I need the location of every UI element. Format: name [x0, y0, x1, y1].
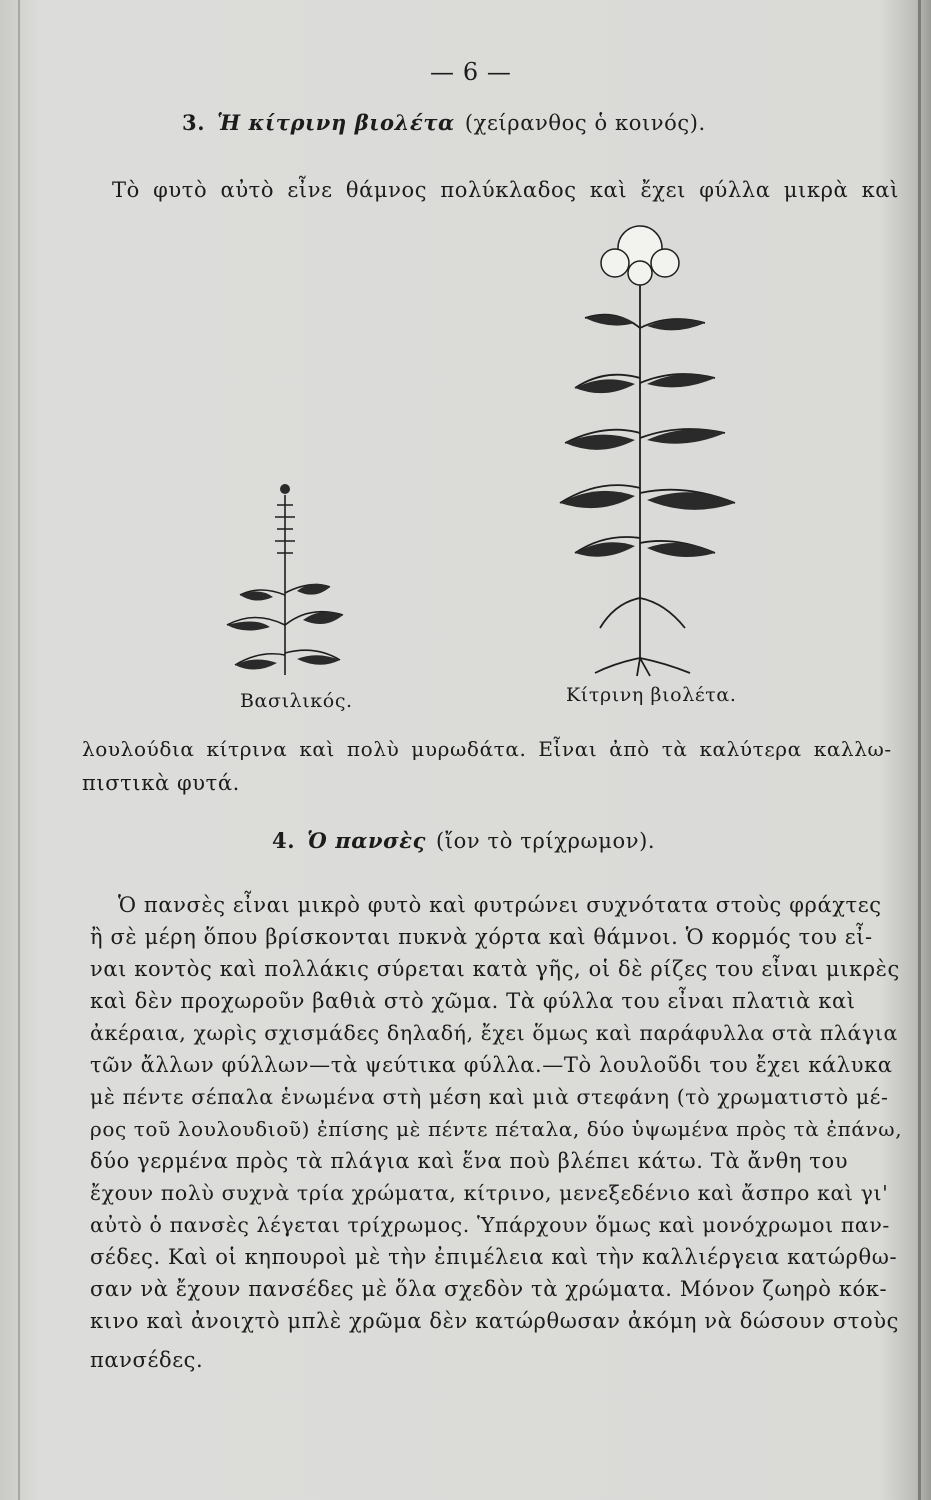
- paragraph-line: καὶ δὲν προχωροῦν βαθιὰ στὸ χῶμα. Τὰ φύλλα του εἶναι πλατιὰ καὶ: [90, 989, 856, 1013]
- paragraph-line: ἔχουν πολὺ συχνὰ τρία χρώματα, κίτρινο, μενεξεδένιο καὶ ἄσπρο καὶ γι': [90, 1181, 889, 1205]
- paragraph-line: ἢ σὲ μέρη ὅπου βρίσκονται πυκνὰ χόρτα καὶ θάμνοι. Ὁ κορμός του εἶ-: [90, 925, 873, 949]
- paragraph-line: κινο καὶ ἀνοιχτὸ μπλὲ χρῶμα δὲν κατώρθωσαν ἀκόμη νὰ δώσουν στοὺς: [90, 1309, 899, 1333]
- paragraph-line: σέδες. Καὶ οἱ κηπουροὶ μὲ τὴν ἐπιμέλεια καὶ τὴν καλλιέργεια κατώρθω-: [90, 1245, 898, 1269]
- paragraph-line: ναι κοντὸς καὶ πολλάκις σύρεται κατὰ γῆς, οἱ δὲ ρίζες του εἶναι μικρὲς: [90, 957, 900, 981]
- section-latin-name: (ἴον τὸ τρίχρωμον).: [436, 829, 656, 853]
- section-title: Ὁ πανσὲς: [307, 828, 426, 853]
- page-edge: [918, 0, 921, 1500]
- paragraph-line: μὲ πέντε σέπαλα ἑνωμένα στὴ μέση καὶ μιὰ στεφάνη (τὸ χρωματιστὸ μέ-: [90, 1085, 889, 1109]
- section-title: Ἡ κίτρινη βιολέτα: [217, 110, 455, 135]
- page-number: — 6 —: [430, 58, 512, 86]
- section-number: 4.: [272, 828, 296, 853]
- section-3-heading: [182, 110, 706, 135]
- paragraph-line: Ὁ πανσὲς εἶναι μικρὸ φυτὸ καὶ φυτρώνει συχνότατα στοὺς φράχτες: [118, 893, 882, 917]
- continuation-line: πιστικὰ φυτά.: [82, 771, 240, 795]
- paragraph-line: αὐτὸ ὁ πανσὲς λέγεται τρίχρωμος. Ὑπάρχουν ὅμως καὶ μονόχρωμοι παν-: [90, 1213, 890, 1237]
- wallflower-illustration: [545, 218, 745, 678]
- intro-paragraph-line: Τὸ φυτὸ αὐτὸ εἶνε θάμνος πολύκλαδος καὶ ἔχει φύλλα μικρὰ καὶ: [112, 178, 899, 202]
- paragraph-line: σαν νὰ ἔχουν πανσέδες μὲ ὅλα σχεδὸν τὰ χρώματα. Μόνον ζωηρὸ κόκ-: [90, 1277, 888, 1301]
- binding-gutter: [18, 0, 20, 1500]
- paragraph-line: ἀκέραια, χωρὶς σχισμάδες δηλαδή, ἔχει ὅμως καὶ παράφυλλα στὰ πλάγια: [90, 1021, 898, 1045]
- section-4-heading: [272, 828, 655, 853]
- basil-illustration: [215, 475, 355, 680]
- wallflower-caption: Κίτρινη βιολέτα.: [566, 684, 737, 706]
- paragraph-line: δύο γερμένα πρὸς τὰ πλάγια καὶ ἕνα ποὺ βλέπει κάτω. Τὰ ἄνθη του: [90, 1149, 849, 1173]
- basil-caption: Βασιλικός.: [240, 690, 353, 712]
- paragraph-line: ρος τοῦ λουλουδιοῦ) ἐπίσης μὲ πέντε πέταλα, δύο ὑψωμένα πρὸς τὰ ἐπάνω,: [90, 1117, 903, 1141]
- continuation-line: λουλούδια κίτρινα καὶ πολὺ μυρωδάτα. Εἶναι ἀπὸ τὰ καλύτερα καλλω-: [82, 737, 892, 761]
- paragraph-line: τῶν ἄλλων φύλλων—τὰ ψεύτικα φύλλα.—Τὸ λουλοῦδι του ἔχει κάλυκα: [90, 1053, 893, 1077]
- section-number: 3.: [182, 110, 206, 135]
- paragraph-line: πανσέδες.: [90, 1348, 204, 1372]
- section-latin-name: (χείρανθος ὁ κοινός).: [464, 111, 706, 135]
